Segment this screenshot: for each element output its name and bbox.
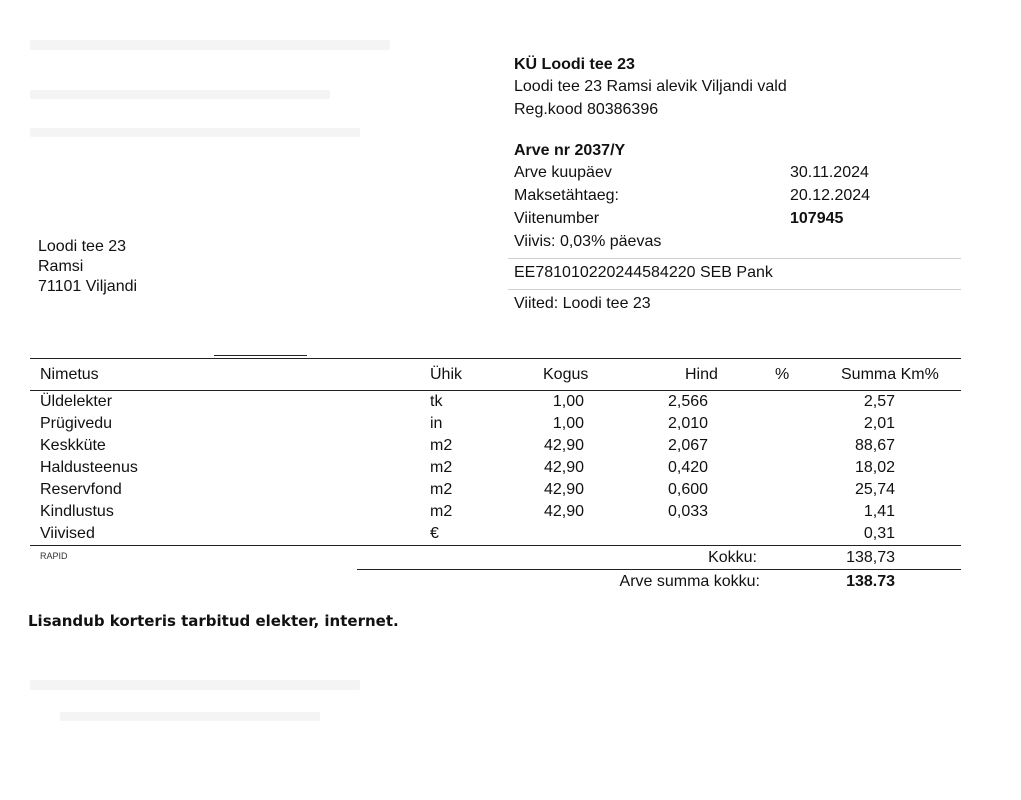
- item-sum: 2,01: [863, 415, 895, 432]
- table-row: [0, 481, 1021, 503]
- item-name: Haldusteenus: [40, 459, 138, 476]
- penalty-rate: Viivis: 0,03% päevas: [514, 233, 662, 250]
- total-label: Kokku:: [708, 549, 757, 566]
- item-qty: 1,00: [552, 393, 584, 410]
- scan-ghost: [30, 40, 390, 50]
- item-unit: in: [430, 415, 443, 432]
- additional-note: Lisandub korteris tarbitud elekter, internet.: [28, 612, 399, 630]
- table-bottom-rule: [30, 545, 961, 546]
- table-top-rule: [30, 358, 961, 359]
- item-price: 0,033: [668, 503, 709, 520]
- recipient-address: [38, 237, 137, 297]
- scan-ghost: [30, 90, 330, 99]
- invoice-references: Viited: Loodi tee 23: [514, 295, 651, 312]
- item-name: Üldelekter: [40, 393, 113, 410]
- item-sum: 1,41: [863, 503, 895, 520]
- due-date-label: Maksetähtaeg:: [514, 187, 619, 204]
- item-qty: 42,90: [543, 437, 584, 454]
- invoice-date-label: Arve kuupäev: [514, 164, 612, 181]
- item-name: Viivised: [40, 525, 95, 542]
- table-header-rule: [30, 390, 961, 391]
- seller-reg-code: Reg.kood 80386396: [514, 101, 659, 118]
- item-unit: m2: [430, 481, 453, 498]
- seller-name: KÜ Loodi tee 23: [514, 56, 635, 73]
- item-unit: m2: [430, 503, 453, 520]
- scan-ghost: [30, 680, 360, 690]
- column-header-name: Nimetus: [40, 366, 99, 383]
- column-header-percent: %: [775, 366, 790, 383]
- item-price: 2,010: [668, 415, 709, 432]
- item-price: 0,600: [668, 481, 709, 498]
- item-unit: m2: [430, 459, 453, 476]
- recipient-line: Ramsi: [38, 258, 84, 275]
- item-unit: tk: [430, 393, 443, 410]
- item-sum: 2,57: [863, 393, 895, 410]
- item-name: Reservfond: [40, 481, 122, 498]
- item-sum: 18,02: [854, 459, 895, 476]
- column-header-unit: Ühik: [430, 366, 463, 383]
- column-header-price: Hind: [685, 366, 718, 383]
- item-name: Prügivedu: [40, 415, 113, 432]
- recipient-line: Loodi tee 23: [38, 238, 127, 255]
- item-qty: 1,00: [552, 415, 584, 432]
- column-header-qty: Kogus: [543, 366, 589, 383]
- item-qty: 42,90: [543, 481, 584, 498]
- software-mark: RAPID: [40, 551, 68, 561]
- invoice-date-value: 30.11.2024: [790, 164, 869, 181]
- table-row: [0, 459, 1021, 481]
- due-date-value: 20.12.2024: [790, 187, 871, 204]
- grand-total-label: Arve summa kokku:: [619, 573, 760, 590]
- table-row: [0, 437, 1021, 459]
- item-sum: 88,67: [854, 437, 895, 454]
- table-row: [0, 525, 1021, 547]
- table-row: [0, 393, 1021, 415]
- item-sum: 0,31: [863, 525, 895, 542]
- column-header-sum: Summa Km%: [841, 366, 939, 383]
- table-row: [0, 415, 1021, 437]
- total-value: 138,73: [846, 549, 895, 566]
- scan-ghost: [30, 128, 360, 137]
- item-price: 0,420: [668, 459, 709, 476]
- reference-number-label: Viitenumber: [514, 210, 600, 227]
- grand-total-value: 138.73: [846, 573, 895, 590]
- table-row: [0, 503, 1021, 525]
- item-name: Keskküte: [40, 437, 106, 454]
- seller-address: Loodi tee 23 Ramsi alevik Viljandi vald: [514, 78, 787, 95]
- scan-ghost: [60, 712, 320, 721]
- item-price: 2,566: [668, 393, 709, 410]
- total-rule: [357, 569, 961, 570]
- divider: [508, 289, 961, 290]
- recipient-line: 71101 Viljandi: [38, 278, 138, 295]
- item-qty: 42,90: [543, 503, 584, 520]
- item-unit: €: [430, 525, 439, 542]
- item-unit: m2: [430, 437, 453, 454]
- divider: [508, 258, 961, 259]
- divider: [214, 355, 307, 356]
- invoice-number: Arve nr 2037/Y: [514, 142, 626, 159]
- item-price: 2,067: [668, 437, 709, 454]
- reference-number-value: 107945: [790, 210, 844, 227]
- bank-account: EE781010220244584220 SEB Pank: [514, 264, 773, 281]
- item-name: Kindlustus: [40, 503, 114, 520]
- item-sum: 25,74: [854, 481, 895, 498]
- item-qty: 42,90: [543, 459, 584, 476]
